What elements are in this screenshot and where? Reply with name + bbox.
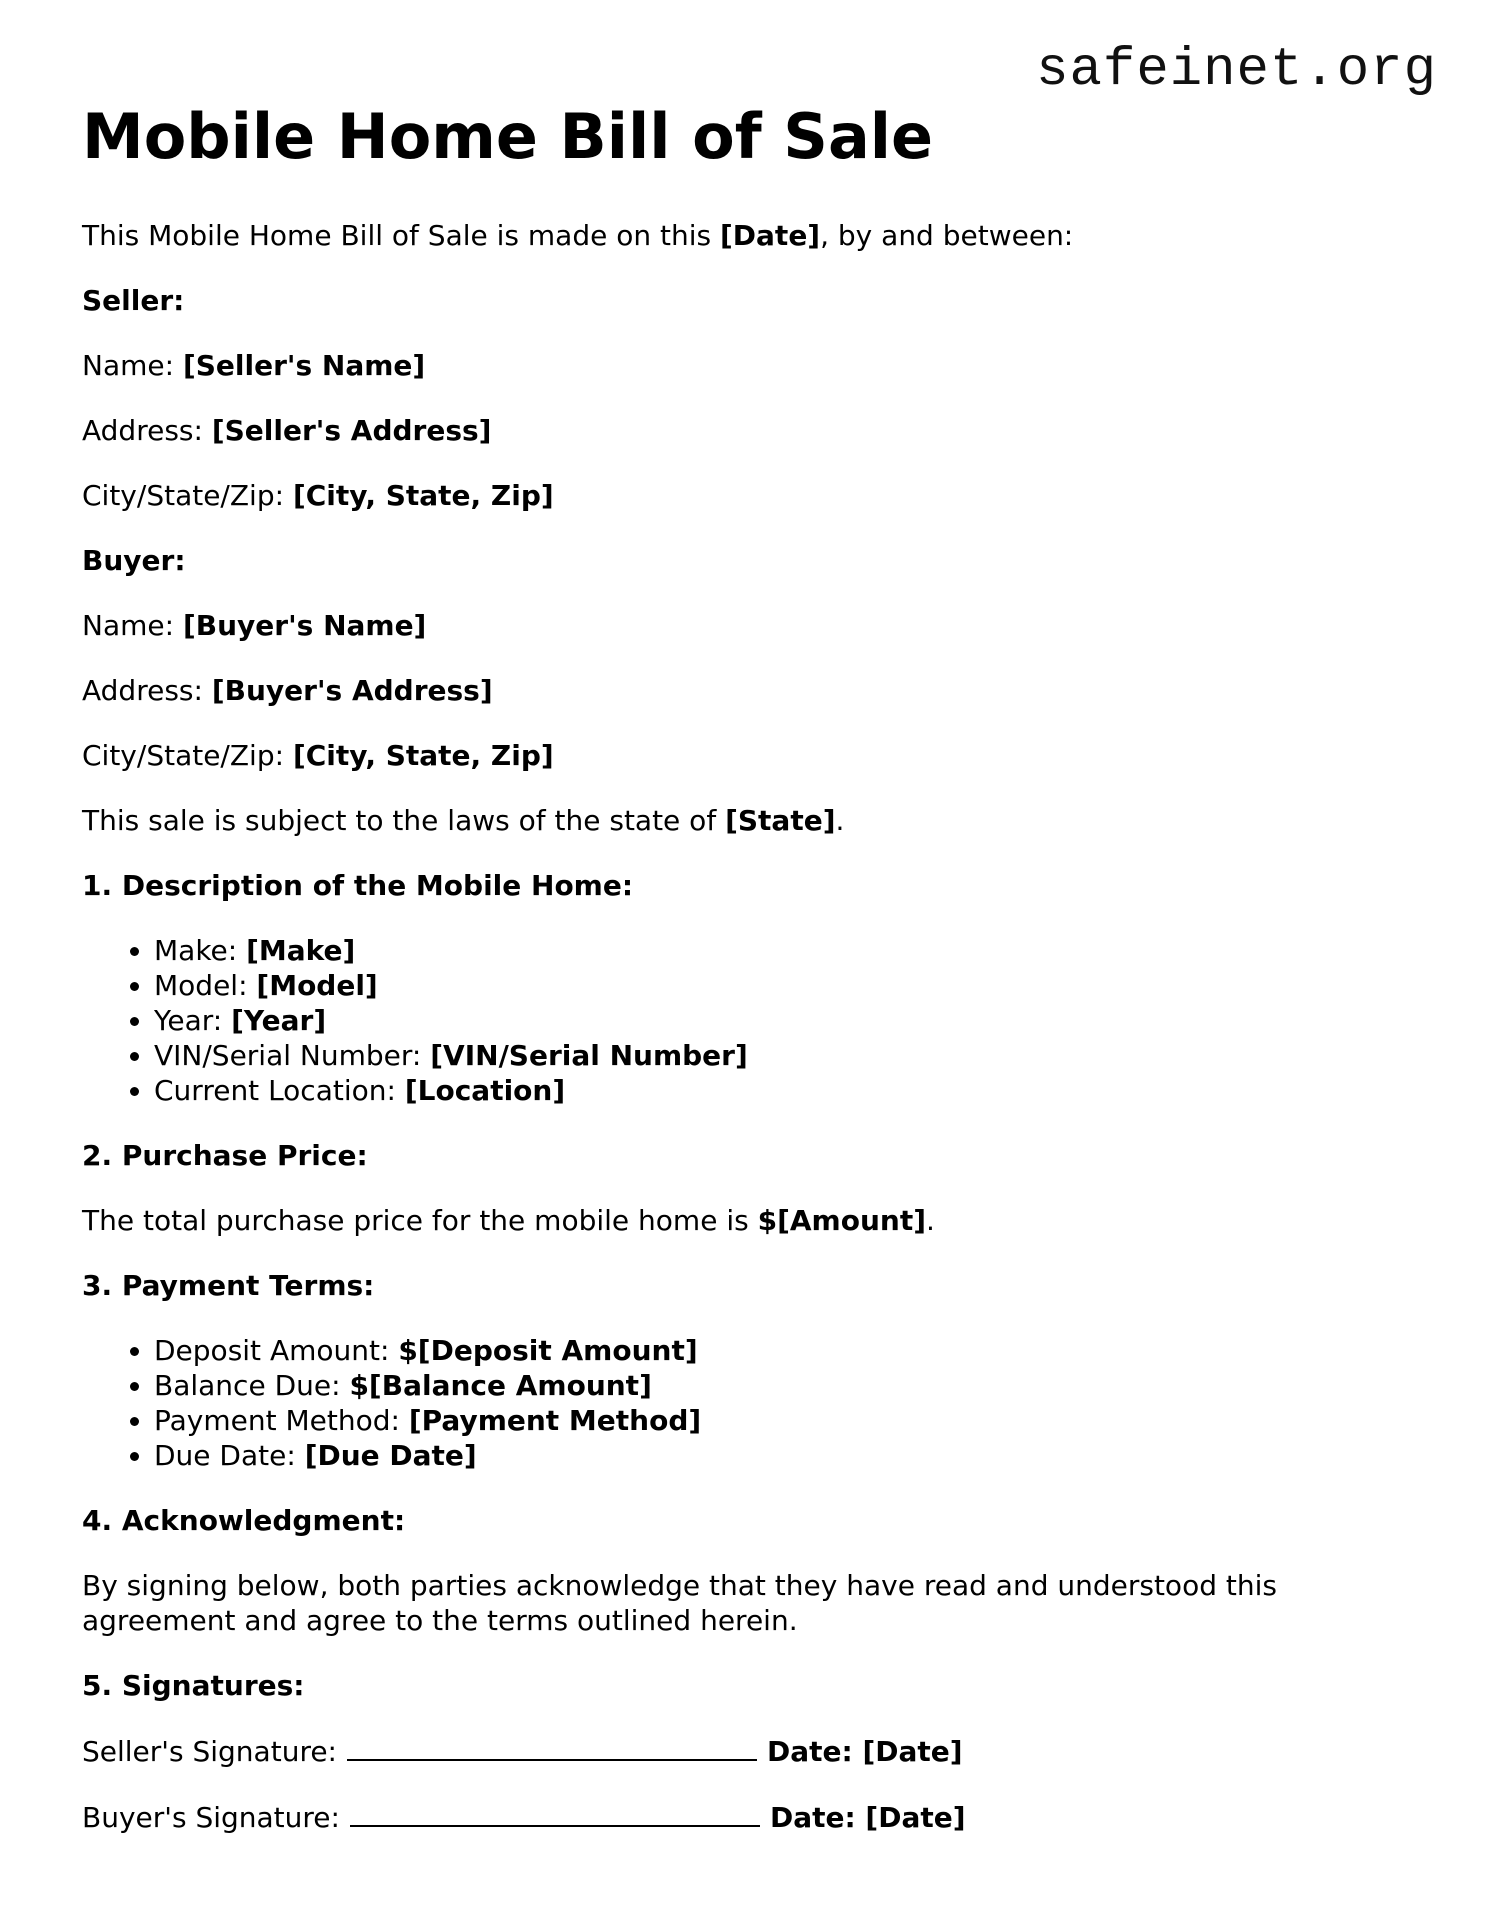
item-value: [Location] — [404, 1074, 566, 1108]
item-value: [Make] — [246, 934, 356, 968]
list-item — [154, 933, 1422, 968]
seller-address-value: [Seller's Address] — [211, 414, 492, 448]
section3-heading: 3. Payment Terms: — [82, 1269, 375, 1303]
item-value: [Model] — [256, 969, 378, 1003]
mobile-home-details-list — [82, 933, 1422, 1108]
buyer-name-label: Name: — [82, 609, 183, 643]
list-item — [154, 1038, 1422, 1073]
section1-heading: 1. Description of the Mobile Home: — [82, 869, 634, 903]
seller-signature-date: Date: [Date] — [767, 1735, 963, 1769]
buyer-address-label: Address: — [82, 674, 212, 708]
list-item — [154, 1403, 1422, 1438]
item-label: Model: — [154, 969, 257, 1003]
intro-text-before: This Mobile Home Bill of Sale is made on this — [82, 219, 720, 253]
buyer-signature-date: Date: [Date] — [769, 1801, 966, 1835]
item-label: VIN/Serial Number: — [154, 1039, 431, 1073]
section5-heading: 5. Signatures: — [82, 1669, 305, 1703]
price-amount: $[Amount] — [757, 1204, 927, 1238]
intro-paragraph — [82, 218, 1422, 253]
item-value: $[Balance Amount] — [349, 1369, 652, 1403]
intro-date: [Date] — [720, 219, 821, 253]
buyer-signature-field[interactable] — [350, 1799, 760, 1827]
price-text-before: The total purchase price for the mobile home is — [82, 1204, 758, 1238]
item-value: [VIN/Serial Number] — [430, 1039, 748, 1073]
seller-csz-value: [City, State, Zip] — [292, 479, 554, 513]
payment-terms-list — [82, 1333, 1422, 1473]
list-item — [154, 1438, 1422, 1473]
buyer-address-line — [82, 673, 1422, 708]
buyer-heading: Buyer: — [82, 544, 186, 578]
buyer-csz-value: [City, State, Zip] — [292, 739, 554, 773]
price-text-after: . — [926, 1204, 935, 1238]
buyer-address-value: [Buyer's Address] — [211, 674, 493, 708]
list-item — [154, 968, 1422, 1003]
buyer-csz-line — [82, 738, 1422, 773]
seller-name-line — [82, 348, 1422, 383]
item-label: Make: — [154, 934, 247, 968]
purchase-price-paragraph — [82, 1203, 1422, 1238]
item-label: Current Location: — [154, 1074, 405, 1108]
buyer-signature-line — [82, 1799, 1422, 1835]
list-item — [154, 1003, 1422, 1038]
buyer-signature-label: Buyer's Signature: — [82, 1801, 340, 1835]
buyer-name-line — [82, 608, 1422, 643]
document-title: Mobile Home Bill of Sale — [82, 100, 934, 173]
governing-law — [82, 803, 1422, 838]
item-label: Year: — [154, 1004, 232, 1038]
law-text-after: . — [835, 804, 845, 838]
section4-heading: 4. Acknowledgment: — [82, 1504, 406, 1538]
buyer-name-value: [Buyer's Name] — [182, 609, 427, 643]
list-item — [154, 1073, 1422, 1108]
seller-signature-field[interactable] — [347, 1733, 757, 1761]
list-item — [154, 1368, 1422, 1403]
seller-csz-label: City/State/Zip: — [82, 479, 293, 513]
item-value: $[Deposit Amount] — [398, 1334, 698, 1368]
seller-csz-line — [82, 478, 1422, 513]
watermark-logo: safeinet.org — [1036, 40, 1437, 101]
buyer-csz-label: City/State/Zip: — [82, 739, 293, 773]
seller-address-label: Address: — [82, 414, 212, 448]
seller-signature-line — [82, 1733, 1422, 1769]
intro-text-after: , by and between: — [820, 219, 1074, 253]
seller-address-line — [82, 413, 1422, 448]
acknowledgment-text: By signing below, both parties acknowledge that they have read and understood this agreement and agree to the terms outlined herein. — [82, 1569, 1277, 1638]
item-label: Payment Method: — [154, 1404, 409, 1438]
seller-name-value: [Seller's Name] — [182, 349, 426, 383]
law-text-before: This sale is subject to the laws of the state of — [82, 804, 726, 838]
seller-signature-label: Seller's Signature: — [82, 1735, 337, 1769]
item-value: [Due Date] — [304, 1439, 477, 1473]
seller-heading: Seller: — [82, 284, 185, 318]
item-label: Deposit Amount: — [154, 1334, 399, 1368]
list-item — [154, 1333, 1422, 1368]
document-body — [82, 100, 1422, 1865]
item-label: Balance Due: — [154, 1369, 350, 1403]
item-value: [Payment Method] — [408, 1404, 702, 1438]
item-label: Due Date: — [154, 1439, 305, 1473]
section2-heading: 2. Purchase Price: — [82, 1139, 368, 1173]
item-value: [Year] — [231, 1004, 327, 1038]
law-state: [State] — [725, 804, 836, 838]
seller-name-label: Name: — [82, 349, 183, 383]
